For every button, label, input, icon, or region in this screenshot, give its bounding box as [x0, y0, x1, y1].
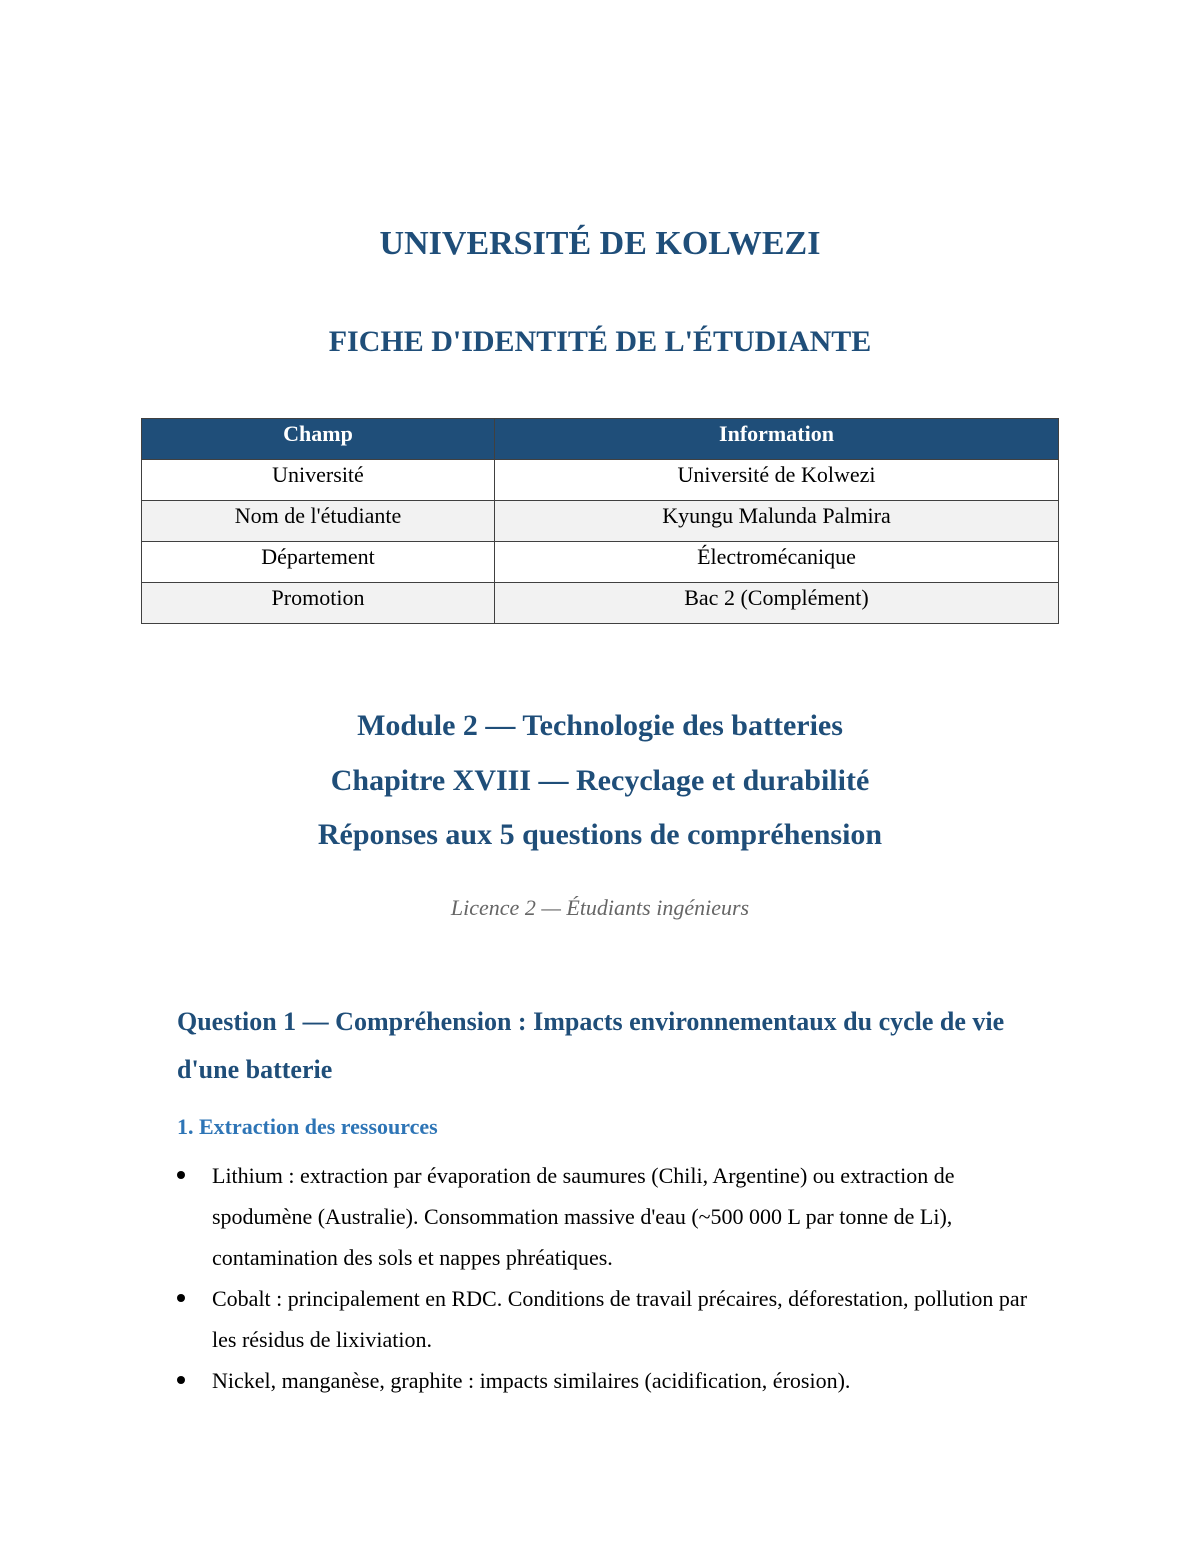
table-cell-field: Université	[142, 460, 495, 501]
list-item	[177, 1278, 1037, 1360]
list-item	[177, 1155, 1037, 1278]
answers-title: Réponses aux 5 questions de compréhension	[317, 818, 883, 851]
bullet-list	[177, 1155, 1037, 1401]
bullet-icon	[177, 1376, 185, 1384]
list-item-text: Cobalt : principalement en RDC. Conditions de travail précaires, déforestation, pollution par les résidus de lixiviation.	[212, 1286, 1028, 1352]
table-header-row	[142, 419, 1059, 460]
table-cell-value: Bac 2 (Complément)	[495, 583, 1059, 624]
column-header-champ: Champ	[142, 419, 495, 460]
identity-table	[141, 418, 1059, 624]
list-item-text: Lithium : extraction par évaporation de saumures (Chili, Argentine) ou extraction de spodumène (Australie). Consommation massive d'eau (~500 000 L par tonne de Li), contamination des sols et nappes phréatiques.	[212, 1163, 955, 1270]
table-cell-field: Département	[142, 542, 495, 583]
table-cell-field: Promotion	[142, 583, 495, 624]
list-item	[177, 1360, 1037, 1401]
level-subtitle: Licence 2 — Étudiants ingénieurs	[450, 895, 750, 920]
bullet-icon	[177, 1171, 185, 1179]
table-row	[142, 460, 1059, 501]
module-title: Module 2 — Technologie des batteries	[357, 709, 843, 742]
chapter-title: Chapitre XVIII — Recyclage et durabilité	[330, 764, 870, 797]
table-cell-value: Université de Kolwezi	[495, 460, 1059, 501]
table-row	[142, 583, 1059, 624]
identity-form-title: FICHE D'IDENTITÉ DE L'ÉTUDIANTE	[328, 325, 872, 358]
table-cell-value: Kyungu Malunda Palmira	[495, 501, 1059, 542]
table-row	[142, 501, 1059, 542]
table-cell-field: Nom de l'étudiante	[142, 501, 495, 542]
university-title: UNIVERSITÉ DE KOLWEZI	[379, 225, 821, 262]
table-cell-value: Électromécanique	[495, 542, 1059, 583]
list-item-text: Nickel, manganèse, graphite : impacts similaires (acidification, érosion).	[212, 1368, 851, 1393]
column-header-information: Information	[495, 419, 1059, 460]
section-extraction-heading: 1. Extraction des ressources	[177, 1114, 438, 1139]
question-1-heading: Question 1 — Compréhension : Impacts environnementaux du cycle de vie d'une batterie	[177, 1007, 1005, 1084]
table-row	[142, 542, 1059, 583]
bullet-icon	[177, 1294, 185, 1302]
